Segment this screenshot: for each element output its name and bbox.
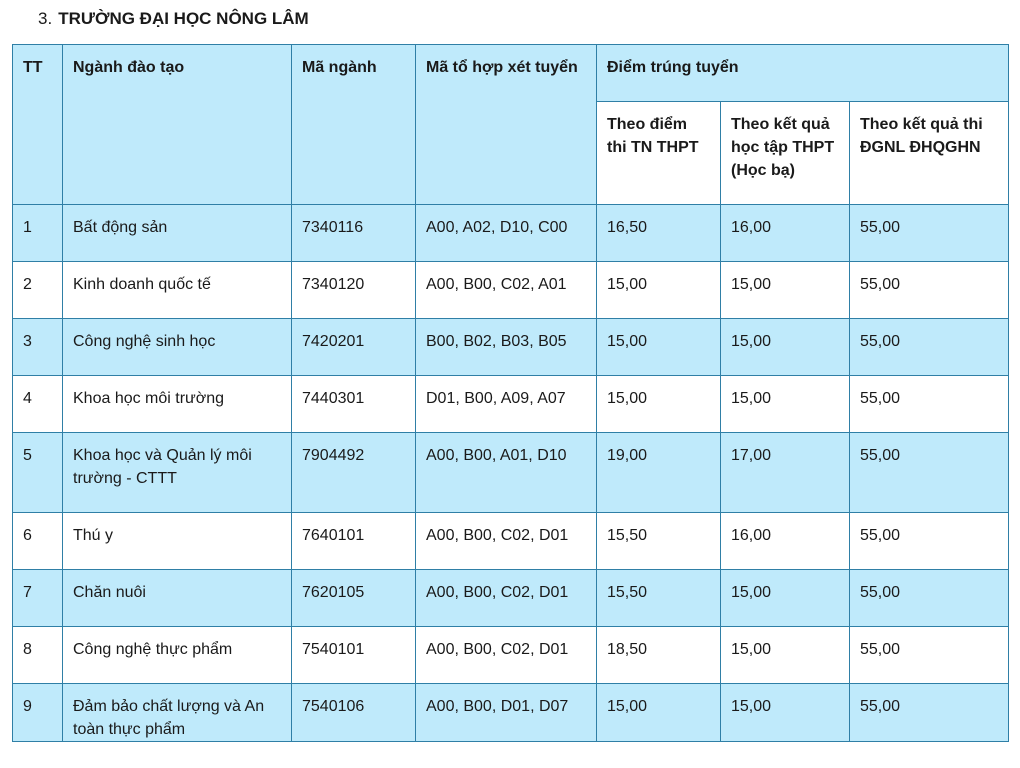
cell-tt: 4 (13, 376, 63, 433)
cell-tt: 1 (13, 205, 63, 262)
cell-to-hop: B00, B02, B03, B05 (416, 319, 597, 376)
header-nganh: Ngành đào tạo (63, 45, 292, 205)
cell-diem-thpt: 15,00 (597, 262, 721, 319)
table-header-row (13, 45, 1009, 102)
cell-to-hop: A00, A02, D10, C00 (416, 205, 597, 262)
cell-tt: 5 (13, 433, 63, 513)
cell-nganh: Thú y (63, 513, 292, 570)
header-tt: TT (13, 45, 63, 205)
cell-diem-thpt: 15,00 (597, 376, 721, 433)
cell-diem-hoc-ba: 15,00 (721, 627, 850, 684)
table-row (13, 376, 1009, 433)
cell-to-hop: A00, B00, C02, D01 (416, 570, 597, 627)
cell-ma-nganh: 7540101 (292, 627, 416, 684)
cell-nganh: Bất động sản (63, 205, 292, 262)
cell-diem-dgnl: 55,00 (850, 376, 1009, 433)
cell-diem-thpt: 15,00 (597, 319, 721, 376)
table-row (13, 205, 1009, 262)
cell-diem-hoc-ba: 16,00 (721, 205, 850, 262)
cell-nganh: Khoa học và Quản lý môi trường - CTTT (63, 433, 292, 513)
cell-ma-nganh: 7540106 (292, 684, 416, 742)
cell-ma-nganh: 7440301 (292, 376, 416, 433)
subheader-thpt: Theo điểm thi TN THPT (597, 102, 721, 205)
cell-diem-dgnl: 55,00 (850, 513, 1009, 570)
cell-diem-hoc-ba: 15,00 (721, 570, 850, 627)
cell-diem-dgnl: 55,00 (850, 433, 1009, 513)
cell-nganh: Kinh doanh quốc tế (63, 262, 292, 319)
cell-tt: 7 (13, 570, 63, 627)
cell-diem-hoc-ba: 17,00 (721, 433, 850, 513)
header-to-hop: Mã tổ hợp xét tuyển (416, 45, 597, 205)
cell-diem-thpt: 16,50 (597, 205, 721, 262)
table-row (13, 570, 1009, 627)
cell-ma-nganh: 7340116 (292, 205, 416, 262)
table-row (13, 513, 1009, 570)
header-ma-nganh: Mã ngành (292, 45, 416, 205)
section-heading (38, 8, 309, 30)
cell-tt: 8 (13, 627, 63, 684)
cell-diem-dgnl: 55,00 (850, 684, 1009, 742)
cell-nganh: Chăn nuôi (63, 570, 292, 627)
section-number: 3. (38, 9, 53, 28)
cell-diem-thpt: 15,50 (597, 570, 721, 627)
cell-diem-dgnl: 55,00 (850, 262, 1009, 319)
cell-nganh: Khoa học môi trường (63, 376, 292, 433)
table-row (13, 433, 1009, 513)
section-title: TRƯỜNG ĐẠI HỌC NÔNG LÂM (58, 9, 309, 28)
cell-ma-nganh: 7904492 (292, 433, 416, 513)
cell-diem-hoc-ba: 15,00 (721, 684, 850, 742)
cell-diem-dgnl: 55,00 (850, 627, 1009, 684)
cell-to-hop: A00, B00, C02, D01 (416, 627, 597, 684)
cell-diem-thpt: 18,50 (597, 627, 721, 684)
cell-nganh: Đảm bảo chất lượng và An toàn thực phẩm (63, 684, 292, 742)
cell-diem-hoc-ba: 15,00 (721, 262, 850, 319)
cell-ma-nganh: 7620105 (292, 570, 416, 627)
cell-ma-nganh: 7340120 (292, 262, 416, 319)
subheader-hoc-ba: Theo kết quả học tập THPT (Học bạ) (721, 102, 850, 205)
cell-ma-nganh: 7640101 (292, 513, 416, 570)
cell-to-hop: D01, B00, A09, A07 (416, 376, 597, 433)
cell-tt: 2 (13, 262, 63, 319)
table-row (13, 262, 1009, 319)
cell-to-hop: A00, B00, C02, D01 (416, 513, 597, 570)
cell-ma-nganh: 7420201 (292, 319, 416, 376)
cell-diem-thpt: 15,00 (597, 684, 721, 742)
cell-nganh: Công nghệ sinh học (63, 319, 292, 376)
cell-diem-hoc-ba: 15,00 (721, 319, 850, 376)
admission-scores-table (12, 44, 1009, 742)
cell-diem-hoc-ba: 16,00 (721, 513, 850, 570)
cell-tt: 6 (13, 513, 63, 570)
cell-diem-thpt: 19,00 (597, 433, 721, 513)
cell-nganh: Công nghệ thực phẩm (63, 627, 292, 684)
cell-diem-hoc-ba: 15,00 (721, 376, 850, 433)
cell-tt: 3 (13, 319, 63, 376)
subheader-dgnl: Theo kết quả thi ĐGNL ĐHQGHN (850, 102, 1009, 205)
cell-to-hop: A00, B00, C02, A01 (416, 262, 597, 319)
cell-tt: 9 (13, 684, 63, 742)
header-diem-trung-tuyen: Điểm trúng tuyển (597, 45, 1009, 102)
table-row (13, 627, 1009, 684)
cell-diem-dgnl: 55,00 (850, 205, 1009, 262)
cell-to-hop: A00, B00, D01, D07 (416, 684, 597, 742)
cell-diem-dgnl: 55,00 (850, 319, 1009, 376)
table-row (13, 684, 1009, 742)
table-row (13, 319, 1009, 376)
cell-to-hop: A00, B00, A01, D10 (416, 433, 597, 513)
cell-diem-thpt: 15,50 (597, 513, 721, 570)
cell-diem-dgnl: 55,00 (850, 570, 1009, 627)
